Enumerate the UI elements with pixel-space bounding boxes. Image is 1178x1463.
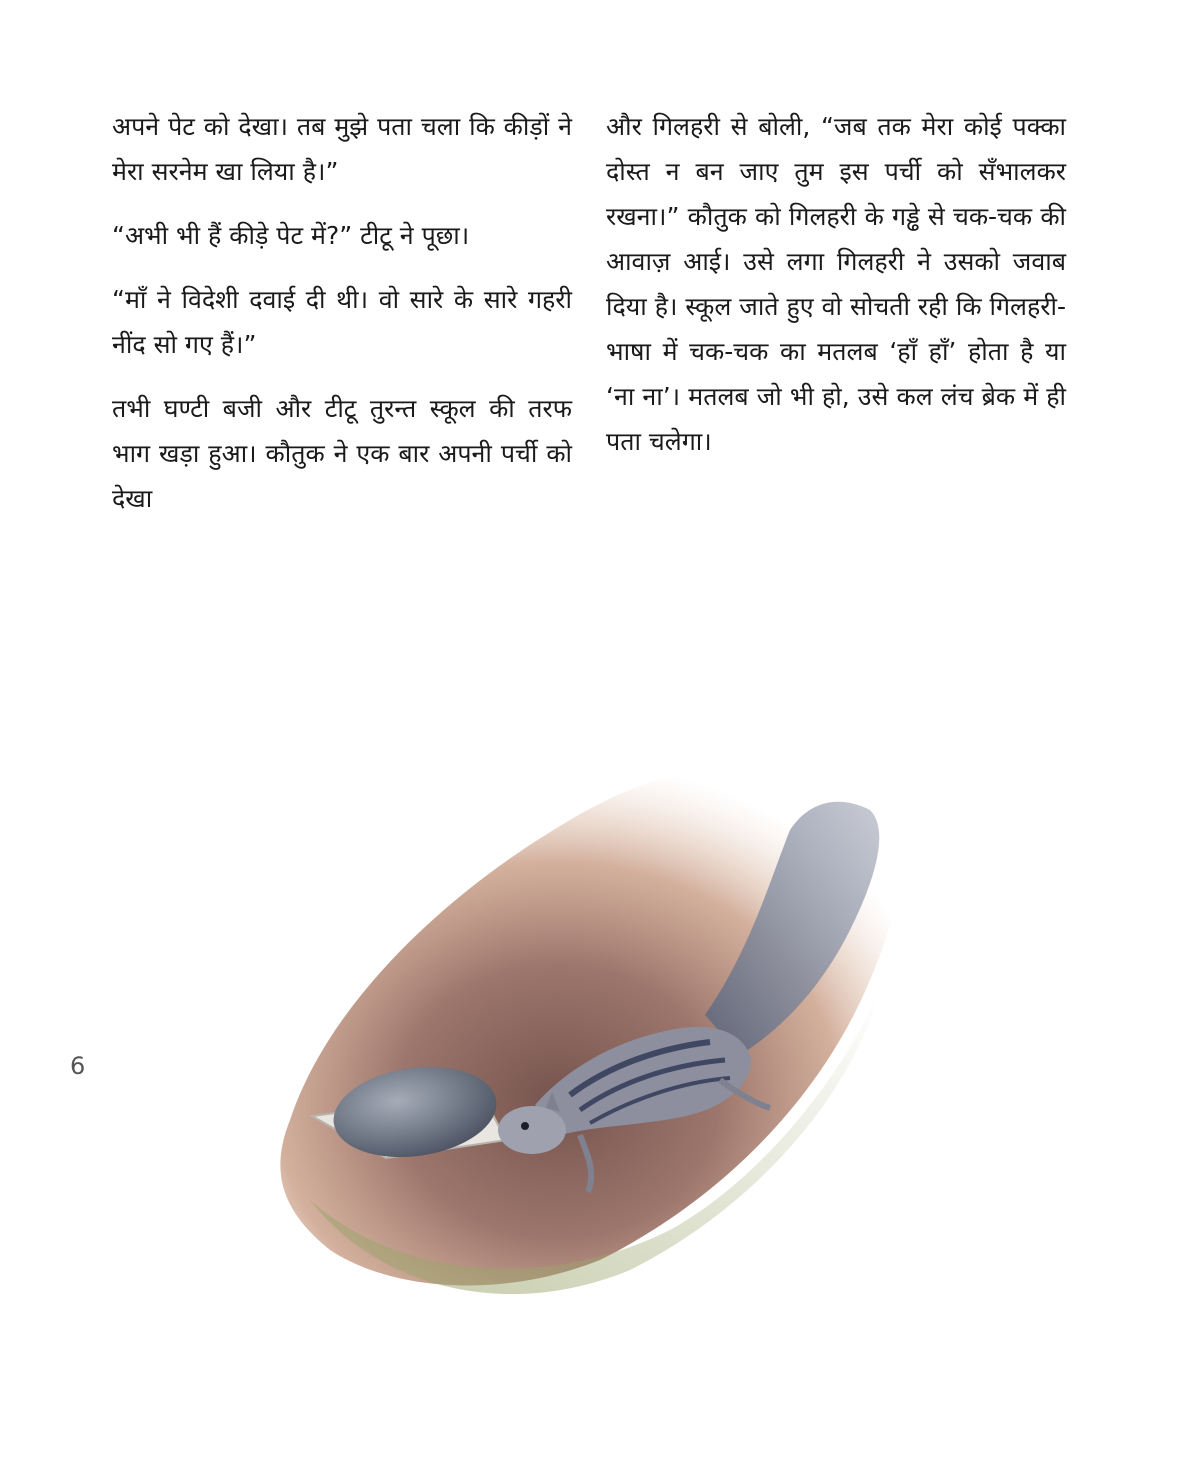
squirrel-illustration (250, 560, 950, 1320)
squirrel-head (498, 1106, 566, 1154)
right-text-column (606, 104, 1066, 483)
left-text-column (112, 104, 572, 540)
page-number: 6 (70, 1052, 86, 1080)
paragraph: “अभी भी हैं कीड़े पेट में?” टीटू ने पूछा। (112, 221, 470, 250)
paragraph: तभी घण्टी बजी और टीटू तुरन्त स्कूल की तरफ भाग खड़ा हुआ। कौतुक ने एक बार अपनी पर्ची को देखा (112, 394, 572, 513)
squirrel-eye (521, 1122, 529, 1130)
paragraph: और गिलहरी से बोली, “जब तक मेरा कोई पक्का दोस्त न बन जाए तुम इस पर्ची को सँभालकर रखना।” कौतुक को गिलहरी के गड्ढे से चक-चक की आवाज़ आई। उसे लगा गिलहरी ने उसको जवाब दिया है। स्कूल जाते हुए वो सोचती रही कि गिलहरी-भाषा में चक-चक का मतलब ‘हाँ हाँ’ होता है या ‘ना ना’। मतलब जो भी हो, उसे कल लंच ब्रेक में ही पता चलेगा। (606, 112, 1066, 456)
paragraph: “माँ ने विदेशी दवाई दी थी। वो सारे के सारे गहरी नींद सो गए हैं।” (112, 285, 572, 359)
paragraph: अपने पेट को देखा। तब मुझे पता चला कि कीड़ों ने मेरा सरनेम खा लिया है।” (112, 112, 572, 186)
squirrel-drawing (250, 560, 950, 1320)
